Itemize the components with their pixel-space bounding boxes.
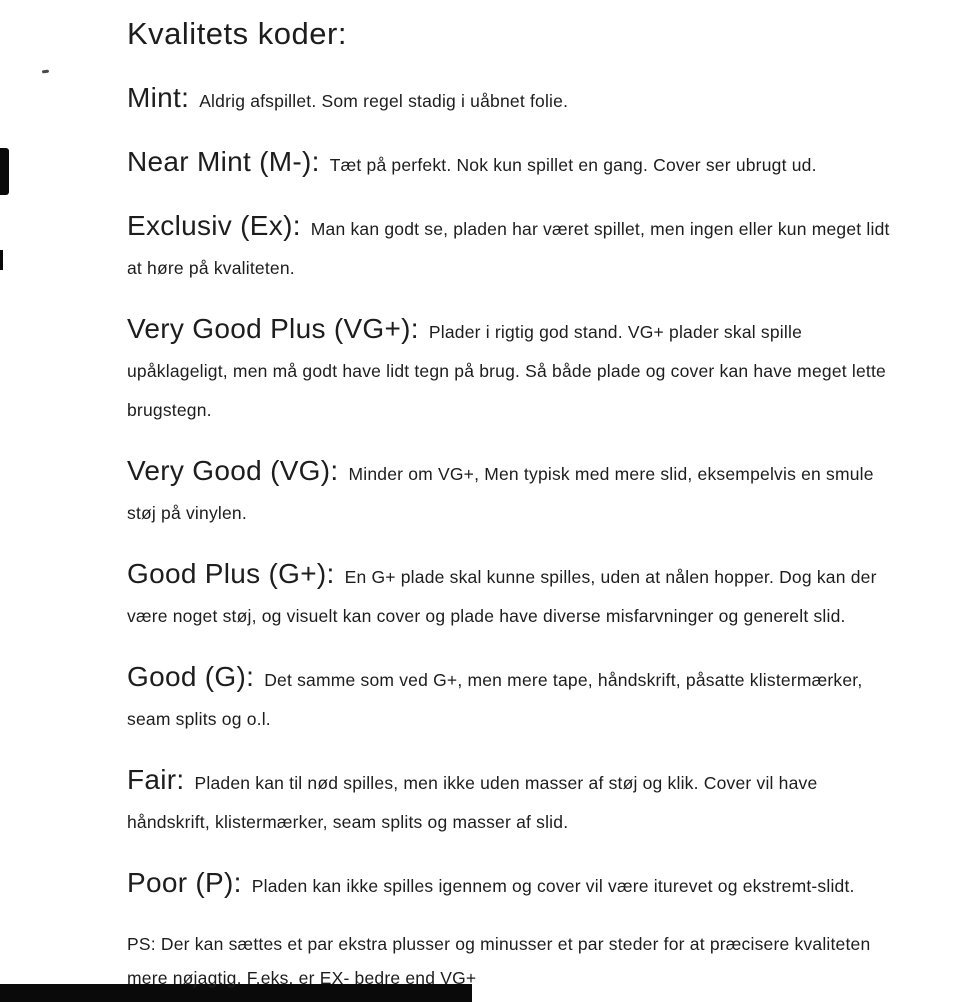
- grade-entry-near-mint: [127, 142, 892, 185]
- grade-term: Poor (P):: [127, 867, 242, 898]
- page-title: Kvalitets koder:: [127, 16, 347, 51]
- grade-entry-poor: [127, 863, 892, 906]
- scan-artifact-left-line: [0, 250, 3, 270]
- grade-description: Plader i rigtig god stand. VG+ plader skal spille upåklageligt, men må godt have lidt tegn på brug. Så både plade og cover kan have meget lette brugstegn.: [127, 322, 886, 420]
- scan-artifact-left-blob: [0, 148, 9, 195]
- grade-description: Det samme som ved G+, men mere tape, håndskrift, påsatte klistermærker, seam splits og o.l.: [127, 670, 863, 729]
- grade-term: Good (G):: [127, 661, 255, 692]
- document-content: [127, 12, 892, 995]
- grade-entry-fair: [127, 760, 892, 842]
- grade-term: Very Good (VG):: [127, 455, 339, 486]
- grade-description: Pladen kan ikke spilles igennem og cover vil være iturevet og ekstremt-slidt.: [251, 876, 855, 896]
- grade-term: Good Plus (G+):: [127, 558, 335, 589]
- grade-entry-very-good-plus: [127, 309, 892, 430]
- grade-description: En G+ plade skal kunne spilles, uden at nålen hopper. Dog kan der være noget støj, og visuelt kan cover og plade have diverse misfarvninger og generelt slid.: [127, 567, 877, 626]
- scan-artifact-dash: [42, 70, 49, 74]
- grade-entry-mint: [127, 78, 892, 121]
- ps-note: PS: Der kan sættes et par ekstra plusser og minusser et par steder for at præcisere kvaliteten mere nøjagtig. F.eks. er EX- bedre end VG+: [127, 934, 871, 988]
- grade-term: Very Good Plus (VG+):: [127, 313, 419, 344]
- grade-entry-good: [127, 657, 892, 739]
- grade-term: Fair:: [127, 764, 185, 795]
- grade-description: Minder om VG+, Men typisk med mere slid, eksempelvis en smule støj på vinylen.: [127, 464, 874, 523]
- grade-entry-exclusiv: [127, 206, 892, 288]
- grade-description: Aldrig afspillet. Som regel stadig i uåbnet folie.: [199, 91, 569, 111]
- grade-entry-good-plus: [127, 554, 892, 636]
- grade-description: Tæt på perfekt. Nok kun spillet en gang. Cover ser ubrugt ud.: [329, 155, 817, 175]
- grade-description: Man kan godt se, pladen har været spillet, men ingen eller kun meget lidt at høre på kvaliteten.: [127, 219, 890, 278]
- grade-entry-very-good: [127, 451, 892, 533]
- grade-term: Near Mint (M-):: [127, 146, 320, 177]
- grade-term: Mint:: [127, 82, 190, 113]
- grade-term: Exclusiv (Ex):: [127, 210, 301, 241]
- grade-description: Pladen kan til nød spilles, men ikke uden masser af støj og klik. Cover vil have håndskrift, klistermærker, seam splits og masser af slid.: [127, 773, 818, 832]
